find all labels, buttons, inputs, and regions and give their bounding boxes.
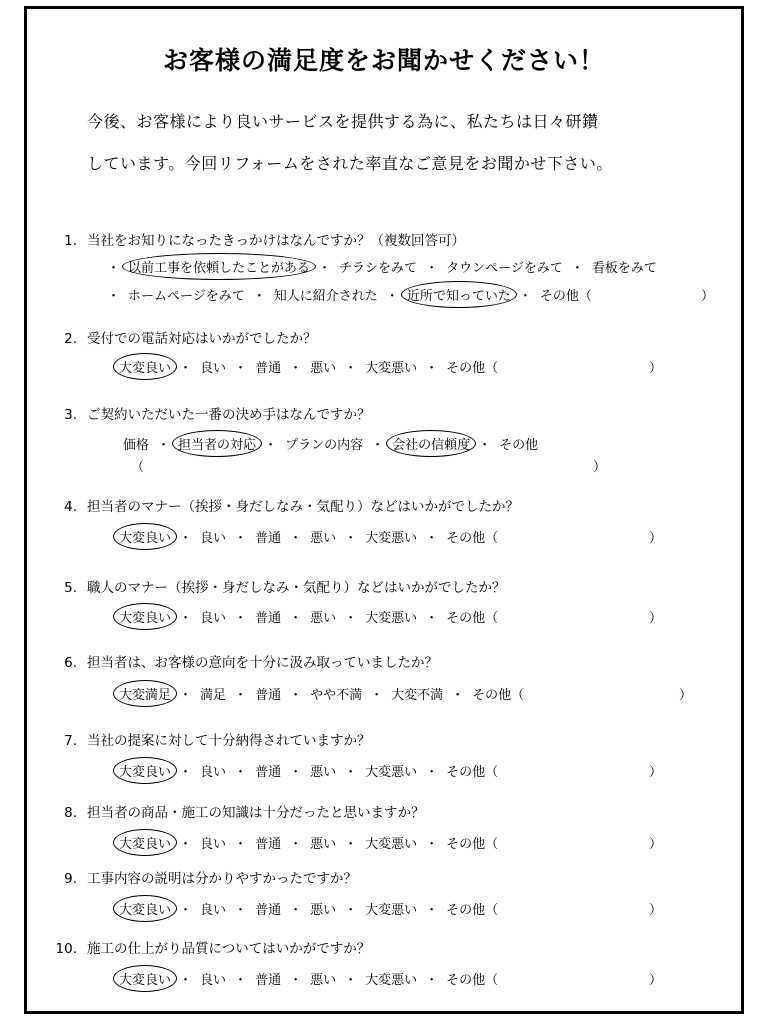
separator: ・: [425, 611, 439, 626]
option[interactable]: 普通: [255, 361, 282, 376]
separator: ・: [179, 973, 193, 988]
separator: ・: [451, 688, 465, 703]
separator: ・: [289, 361, 303, 376]
question-number: 8.: [64, 805, 77, 821]
separator: ・: [425, 973, 439, 988]
options-row: [119, 969, 498, 988]
separator: ・: [289, 765, 303, 780]
close-paren: ）: [701, 289, 715, 304]
option[interactable]: 普通: [255, 611, 282, 626]
question-8: [49, 801, 425, 821]
option[interactable]: チラシをみて: [339, 261, 418, 276]
options-row: [119, 761, 498, 780]
option[interactable]: その他: [499, 438, 539, 453]
option[interactable]: その他（: [446, 531, 499, 546]
close-paren: ）: [649, 361, 663, 376]
option[interactable]: 悪い: [310, 611, 337, 626]
separator: ・: [371, 438, 385, 453]
options-row: [119, 607, 498, 626]
separator: ・: [425, 361, 439, 376]
option[interactable]: 大変悪い: [365, 611, 418, 626]
separator: ・: [518, 289, 532, 304]
separator: ・: [370, 688, 384, 703]
option[interactable]: 悪い: [310, 903, 337, 918]
separator: ・: [234, 973, 248, 988]
option[interactable]: 大変悪い: [365, 973, 418, 988]
separator: ・: [425, 903, 439, 918]
close-paren: ）: [679, 688, 693, 703]
question-number: 7.: [64, 733, 77, 749]
close-paren: ）: [593, 460, 607, 475]
separator: ・: [234, 688, 248, 703]
separator: ・: [425, 765, 439, 780]
option[interactable]: 大変悪い: [365, 531, 418, 546]
option[interactable]: 良い: [200, 903, 227, 918]
question-number: 2.: [64, 331, 77, 347]
question-text: 受付での電話対応はいかがでしたか？: [87, 331, 317, 347]
option[interactable]: その他（: [472, 688, 525, 703]
option-circled[interactable]: 大変良い: [119, 527, 171, 546]
separator: ・: [344, 837, 358, 852]
option[interactable]: 大変悪い: [365, 837, 418, 852]
option-circled[interactable]: 大変良い: [119, 761, 171, 780]
option[interactable]: 普通: [255, 903, 282, 918]
options-row: [123, 434, 538, 453]
separator: ・: [344, 531, 358, 546]
close-paren: ）: [649, 611, 663, 626]
question-6: [49, 651, 438, 671]
option[interactable]: ホームページをみて: [128, 289, 245, 304]
option[interactable]: 満足: [200, 688, 227, 703]
option-circled[interactable]: 近所で知っていた: [407, 285, 511, 304]
option[interactable]: プランの内容: [285, 438, 364, 453]
question-9: [49, 867, 357, 887]
option[interactable]: 普通: [255, 688, 282, 703]
option[interactable]: 悪い: [310, 531, 337, 546]
option[interactable]: その他（: [446, 903, 499, 918]
option-circled[interactable]: 会社の信頼度: [392, 434, 470, 453]
option[interactable]: 価格: [123, 438, 150, 453]
close-paren: ）: [649, 531, 663, 546]
separator: ・: [234, 765, 248, 780]
question-3: [49, 403, 371, 423]
separator: ・: [289, 611, 303, 626]
option[interactable]: 大変悪い: [365, 361, 418, 376]
separator: ・: [344, 611, 358, 626]
options-row: [119, 527, 498, 546]
separator: ・: [478, 438, 492, 453]
separator: ・: [234, 531, 248, 546]
separator: ・: [107, 289, 121, 304]
option[interactable]: 良い: [200, 837, 227, 852]
separator: ・: [425, 261, 439, 276]
separator: ・: [289, 837, 303, 852]
option-circled[interactable]: 大変良い: [119, 357, 171, 376]
question-text: 担当者は、お客様の意向を十分に汲み取っていましたか？: [87, 655, 438, 671]
option[interactable]: 良い: [200, 765, 227, 780]
option[interactable]: 看板をみて: [591, 261, 657, 276]
separator: ・: [179, 903, 193, 918]
option-circled[interactable]: 大変良い: [119, 607, 171, 626]
separator: ・: [234, 903, 248, 918]
option[interactable]: 良い: [200, 361, 227, 376]
separator: ・: [344, 361, 358, 376]
intro-line-1: 今後、お客様により良いサービスを提供する為に、私たちは日々研鑽: [87, 112, 599, 131]
survey-sheet: [24, 6, 744, 1014]
question-text: 工事内容の説明は分かりやすかったですか？: [87, 871, 357, 887]
close-paren: ）: [649, 837, 663, 852]
option[interactable]: タウンページをみて: [446, 261, 563, 276]
separator: ・: [318, 261, 332, 276]
option-circled[interactable]: 担当者の対応: [178, 434, 256, 453]
separator: ・: [179, 611, 193, 626]
question-2: [49, 327, 317, 347]
intro-line-2: しています。今回リフォームをされた率直なご意見をお聞かせ下さい。: [87, 154, 613, 173]
question-text: ご契約いただいた一番の決め手はなんですか？: [87, 407, 371, 423]
option[interactable]: 良い: [200, 973, 227, 988]
separator: ・: [344, 973, 358, 988]
separator: ・: [179, 765, 193, 780]
separator: ・: [234, 361, 248, 376]
option[interactable]: 悪い: [310, 765, 337, 780]
question-text: 職人のマナー（挨拶・身だしなみ・気配り）などはいかがでしたか？: [87, 580, 506, 596]
separator: ・: [425, 531, 439, 546]
separator: ・: [264, 438, 278, 453]
separator: ・: [425, 837, 439, 852]
option[interactable]: 悪い: [310, 973, 337, 988]
options-row: [99, 257, 657, 276]
question-number: 5.: [64, 580, 77, 596]
question-text: 施工の仕上がり品質についてはいかがですか？: [87, 941, 371, 957]
separator: ・: [234, 611, 248, 626]
option[interactable]: 大変悪い: [365, 903, 418, 918]
question-text: 当社をお知りになったきっかけはなんですか？（複数回答可）: [87, 233, 465, 249]
option[interactable]: その他（: [446, 361, 499, 376]
option[interactable]: 知人に紹介された: [273, 289, 378, 304]
question-4: [49, 495, 519, 515]
close-paren: ）: [649, 765, 663, 780]
separator: ・: [344, 765, 358, 780]
separator: ・: [234, 837, 248, 852]
option[interactable]: その他（: [539, 289, 592, 304]
option[interactable]: その他（: [446, 765, 499, 780]
options-row: [119, 899, 498, 918]
option-circled[interactable]: 以前工事を依頼したことがある: [128, 257, 310, 276]
option[interactable]: その他（: [446, 611, 499, 626]
separator: ・: [289, 688, 303, 703]
option[interactable]: その他（: [446, 837, 499, 852]
question-number: 9.: [64, 871, 77, 887]
options-row: [119, 357, 498, 376]
option[interactable]: 普通: [255, 973, 282, 988]
separator: ・: [344, 903, 358, 918]
question-10: [49, 937, 370, 957]
close-paren: ）: [649, 903, 663, 918]
separator: ・: [107, 261, 121, 276]
options-row: [119, 684, 524, 703]
separator: ・: [157, 438, 171, 453]
separator: ・: [179, 688, 193, 703]
separator: ・: [385, 289, 399, 304]
separator: ・: [179, 837, 193, 852]
option[interactable]: 大変不満: [391, 688, 444, 703]
question-number: 1.: [64, 233, 77, 249]
close-paren: ）: [649, 973, 663, 988]
separator: ・: [289, 531, 303, 546]
question-text: 担当者の商品・施工の知識は十分だったと思いますか？: [87, 805, 425, 821]
option[interactable]: 悪い: [310, 837, 337, 852]
question-number: 6.: [64, 655, 77, 671]
option-circled[interactable]: 大変良い: [119, 969, 171, 988]
option[interactable]: 普通: [255, 765, 282, 780]
option[interactable]: 良い: [200, 531, 227, 546]
question-number: 3.: [64, 407, 77, 423]
option-circled[interactable]: 大変満足: [119, 684, 171, 703]
option[interactable]: 悪い: [310, 361, 337, 376]
question-5: [49, 576, 506, 596]
separator: ・: [252, 289, 266, 304]
option[interactable]: 良い: [200, 611, 227, 626]
separator: ・: [179, 361, 193, 376]
open-paren: （: [131, 460, 145, 475]
option[interactable]: 大変悪い: [365, 765, 418, 780]
question-1: [49, 229, 465, 249]
option[interactable]: 普通: [255, 837, 282, 852]
options-row: [119, 833, 498, 852]
separator: ・: [570, 261, 584, 276]
question-number: 10.: [55, 941, 77, 957]
question-text: 当社の提案に対して十分納得されていますか？: [87, 733, 371, 749]
option-circled[interactable]: 大変良い: [119, 899, 171, 918]
options-row: [99, 285, 592, 304]
separator: ・: [179, 531, 193, 546]
option[interactable]: 普通: [255, 531, 282, 546]
separator: ・: [289, 903, 303, 918]
question-7: [49, 729, 371, 749]
separator: ・: [289, 973, 303, 988]
question-text: 担当者のマナー（挨拶・身だしなみ・気配り）などはいかがでしたか？: [87, 499, 519, 515]
question-number: 4.: [64, 499, 77, 515]
option[interactable]: その他（: [446, 973, 499, 988]
option[interactable]: やや不満: [310, 688, 363, 703]
page-title: お客様の満足度をお聞かせください！: [162, 46, 605, 75]
option-circled[interactable]: 大変良い: [119, 833, 171, 852]
